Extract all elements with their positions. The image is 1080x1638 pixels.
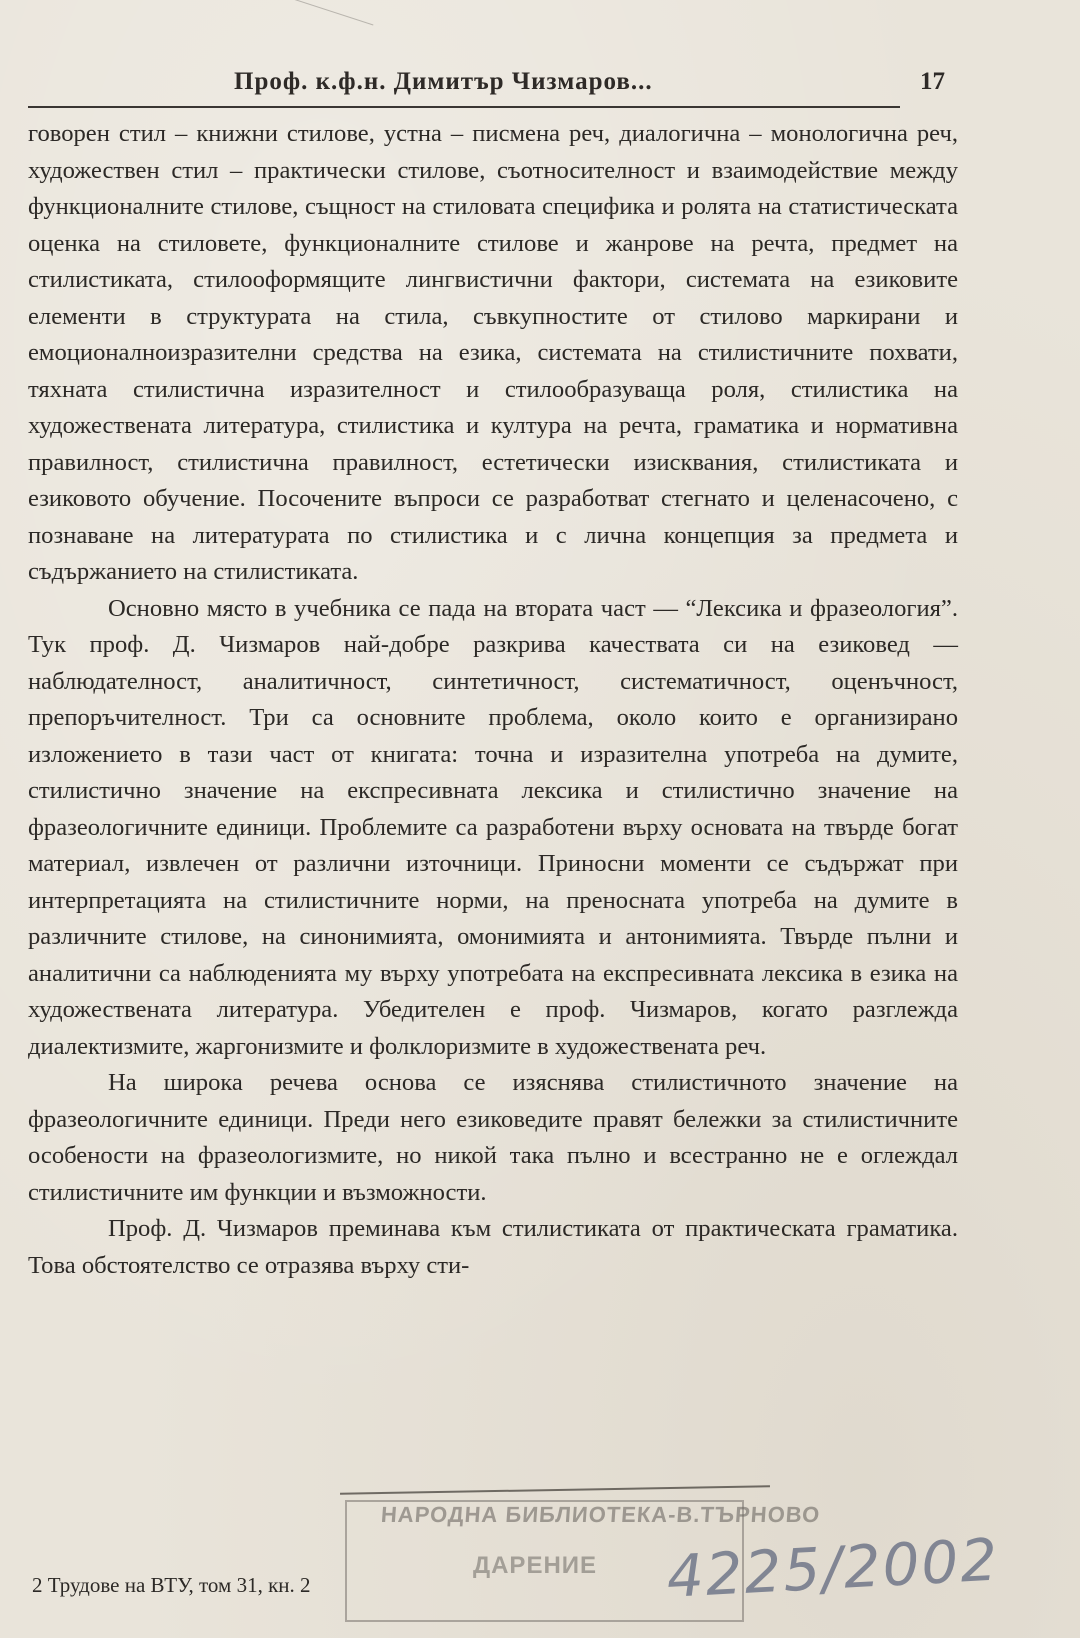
paragraph-1: говорен стил – книжни стилове, устна – писмена реч, диалогична – монологична реч, художествен стил – практически стилове, съотносителност и взаимодействие между функционалните стилове, същност на стиловата специфика и ролята на статистическата оценка на стиловете, функционалните стилове и жанрове на речта, предмет на стилистиката, стилооформящите лингвистични фактори, системата на езиковите елементи в структурата на стила, съвкупностите от стилово маркирани и емоционалноизразителни средства на езика, системата на стилистичните похвати, тяхната стилистична изразителност и стилообразуваща роля, стилистика на художествената литература, стилистика и култура на речта, граматика и нормативна правилност, стилистична правилност, естетически изисквания, стилистиката и езиковото обучение. Посочените въпроси се разработват стегнато и целенасочено, с познаване на литературата по стилистика и с лична концепция за предмета и съдържанието на стилистиката.	[28, 120, 958, 585]
printer-signature: 2 Трудове на ВТУ, том 31, кн. 2	[32, 1573, 311, 1597]
running-head: Проф. к.ф.н. Димитър Чизмаров...	[234, 68, 653, 95]
stamp-donation-text: ДАРЕНИЕ	[473, 1552, 598, 1579]
paragraph-3: На широка речева основа се изяснява стилистичното значение на фразеологичните единици. Преди него езиковедите правят бележки за стилистичните особености на фразеологизмите, но никой така пълно и всестранно не е оглеждал стилистичните им функции и възможности.	[28, 1069, 958, 1206]
paper-corner-mark	[247, 0, 374, 64]
page-header	[28, 66, 900, 108]
stamp-library-text: НАРОДНА БИБЛИОТЕКА-В.ТЪРНОВО	[380, 1502, 822, 1527]
paragraph-2: Основно място в учебника се пада на втората част — “Лексика и фразеология”. Тук проф. Д. Чизмаров най-добре разкрива качествата си на езиковед — наблюдателност, аналитичност, синтетичност, систематичност, оценъчност, препоръчителност. Три са основните проблема, около които е организирано изложението в тази част от книгата: точна и изразителна употреба на думите, стилистично значение на експресивната лексика и стилистично значение на фразеологичните единици. Проблемите са разработени върху основата на твърде богат материал, извлечен от различни източници. Приносни моменти се съдържат при интерпретацията на стилистичните норми, на преносната употреба на думите в различните стилове, на синонимията, омонимията и антонимията. Твърде пълни и аналитични са наблюденията му върху употребата на експресивната лексика в езика на художествената литература. Убедителен е проф. Чизмаров, когато разглежда диалектизмите, жаргонизмите и фолклоризмите в художествената реч.	[28, 594, 958, 1060]
paragraph-4: Проф. Д. Чизмаров преминава към стилистиката от практическата граматика. Това обстоятелство се отразява върху сти-	[28, 1215, 958, 1279]
main-text	[28, 116, 958, 1284]
handwritten-inventory-number: 4225/2002	[665, 1525, 1001, 1611]
page-number: 17	[920, 68, 945, 95]
